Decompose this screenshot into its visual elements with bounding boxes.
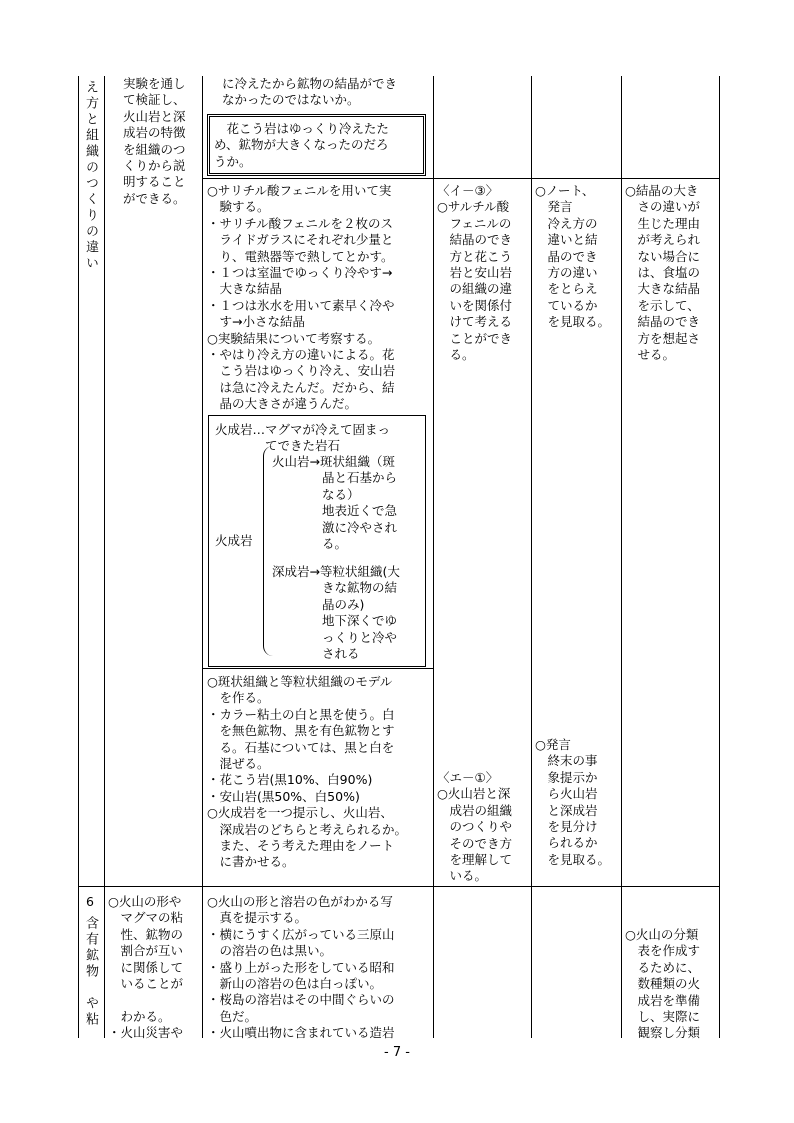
- column-divider-4: [531, 76, 532, 1038]
- evaluation-method-2: ○発言 終末の事 象提示か ら火山岩 と深成岩 を見分け られるか を見取る。: [535, 737, 611, 867]
- row-divider-top: [202, 178, 719, 179]
- lesson-number: 6: [86, 894, 94, 909]
- rock-model-activity: ○斑状組織と等粒状組織のモデル を作る。 ・カラー粘土の白と黒を使う。白 を無色鉱物、黒を有色鉱物とす る。石基については、黒と白を 混ぜる。 ・花こう岩(黒10%、白90%) ・安山岩(黒50%、白50%) ○火成岩を一つ提示し、火山岩、 深成岩のどちらと考えられるか。 また、そう考えた理由をノート に書かせる。: [207, 674, 408, 870]
- page-number: - 7 -: [384, 1045, 410, 1060]
- volcano-activity: ○火山の形と溶岩の色がわかる写 真を提示する。 ・横にうすく広がっている三原山 の溶岩の色は黒い。 ・盛り上がった形をしている昭和 新山の溶岩の色は白っぽい。 ・桜島の溶岩はその中間ぐらいの 色だ。 ・火山噴出物に含まれている造岩: [207, 894, 395, 1041]
- table-border-right: [719, 76, 720, 1038]
- hypothesis-intro: に冷えたから鉱物の結晶ができ なかったのではないか。: [222, 76, 398, 108]
- support-note-1: ○結晶の大き さの違いが 生じた理由 が考えられ ない場合に は、食塩の 大きな結晶 を示して、 結晶のでき 方を想起さ せる。: [625, 183, 701, 363]
- column-divider-3: [433, 76, 434, 1038]
- evaluation-criterion-2: 〈エ－①〉 ○火山岩と深 成岩の組織 のつくりや そのでき方 を理解して いる。: [437, 770, 513, 884]
- table-border-left: [78, 76, 79, 1038]
- support-note-2: ○火山の分類 表を作成す るために、 数種類の火 成岩を準備 し、実際に 観察し分類: [625, 927, 701, 1041]
- hypothesis-text: 花こう岩はゆっくり冷えたた め、鉱物が大きくなったのだろ うか。: [214, 121, 389, 169]
- lesson-objective-next: ○火山の形や マグマの粘 性、鉱物の 割合が互い に関係して いることが わかる。 ・火山災害や: [108, 894, 184, 1041]
- brace-label: 火成岩: [215, 533, 253, 548]
- lesson-topic-vertical-next: 含有鉱物 や粘: [83, 916, 98, 1028]
- evaluation-criterion-1: 〈イ－③〉 ○サルチル酸 フェニルの 結晶のでき 方と花こう 岩と安山岩 の組織の違 いを関係付 けて考える ことができ る。: [437, 183, 513, 363]
- row-divider-lesson: [78, 886, 719, 887]
- column-divider-2: [202, 76, 203, 1038]
- evaluation-method-1: ○ノート、 発言 冷え方の 違いと結 晶のでき 方の違い をとらえ ているか を見取る。: [535, 183, 611, 330]
- experiment-steps: ○サリチル酸フェニルを用いて実 験する。 ・サリチル酸フェニルを２枚のス ライドガラスにそれぞれ少量と り、電熱器等で熱してとかす。 ・１つは室温でゆっくり冷やす→ 大きな結晶 ・１つは氷水を用いて素早く冷や す→小さな結晶 ○実験結果について考察する。 ・やはり冷え方の違いによる。花 こう岩はゆっくり冷え、安山岩 は急に冷えたんだ。だから、結 晶の大きさが違うんだ。: [207, 183, 396, 412]
- plutonic-rock-description: 深成岩→等粒状組織(大 きな鉱物の結 晶のみ) 地下深くでゆ っくりと冷や される: [272, 564, 400, 662]
- lesson-objective: 実験を通し て検証し、 火山岩と深 成岩の特徴 を組織のつ くりから説 明すること ができる。: [123, 76, 186, 206]
- igneous-rock-summary-box: [208, 415, 426, 667]
- column-divider-5: [621, 76, 622, 1038]
- lesson-topic-vertical: え方と組織のつくりの違い: [83, 80, 98, 272]
- row-divider-mid: [202, 668, 433, 669]
- igneous-rock-definition: 火成岩…マグマが冷えて固まっ てできた岩石: [215, 422, 391, 454]
- hypothesis-box: [207, 114, 426, 176]
- volcanic-rock-description: 火山岩→斑状組織（斑 晶と石基から なる） 地表近くで急 激に冷やされ る。: [272, 454, 398, 552]
- column-divider-1: [104, 76, 105, 1038]
